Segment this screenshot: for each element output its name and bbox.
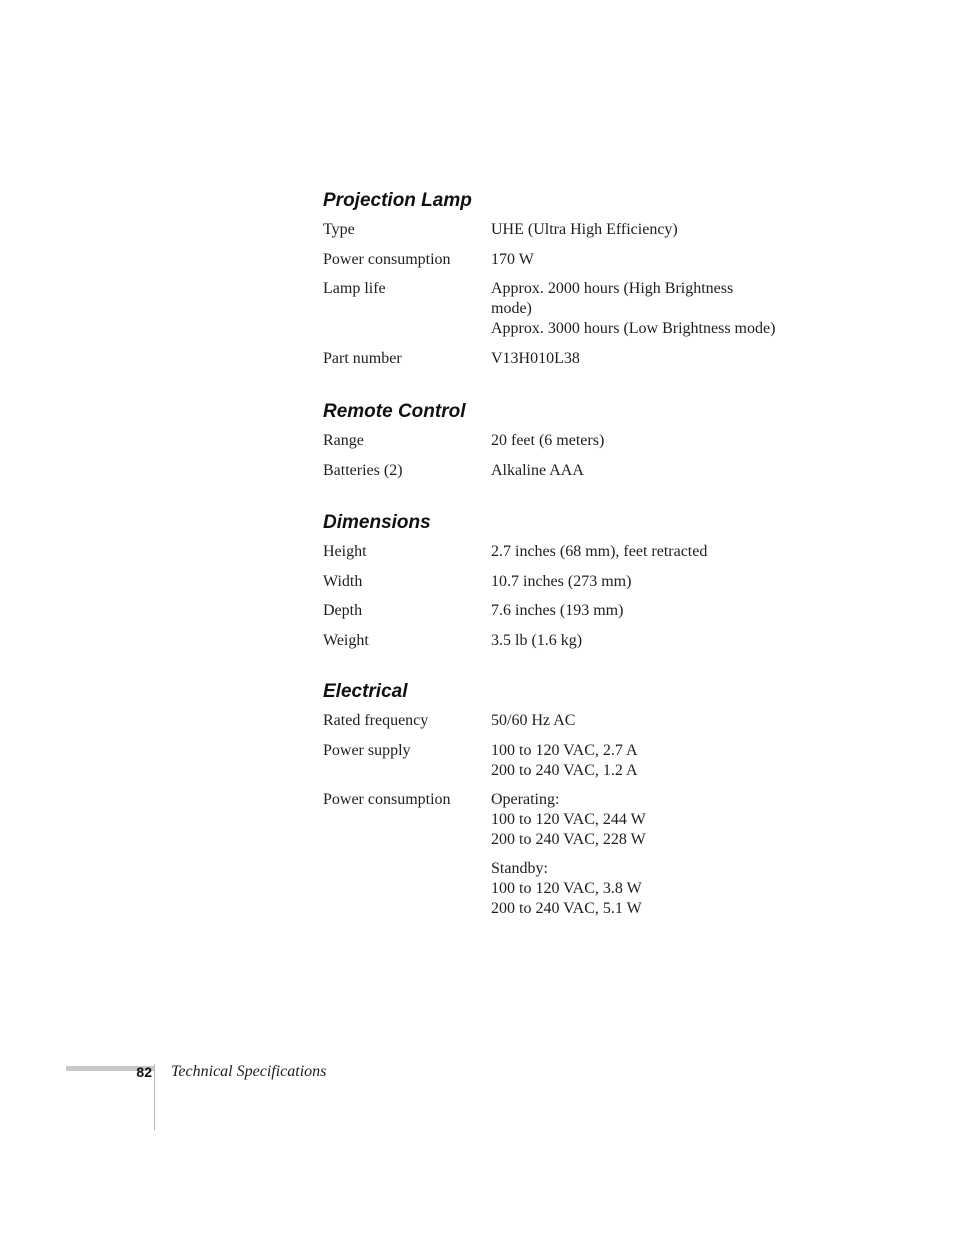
spec-value xyxy=(491,711,791,731)
spec-value xyxy=(491,601,791,621)
spec-row xyxy=(323,461,803,481)
spec-value xyxy=(491,631,791,651)
spec-value-group xyxy=(491,542,791,562)
spec-value-line: 2.7 inches (68 mm), feet retracted xyxy=(491,543,708,560)
spec-value-line: Operating: xyxy=(491,791,560,809)
section-projection-lamp xyxy=(323,190,803,378)
spec-value-line: 200 to 240 VAC, 228 W xyxy=(491,831,646,849)
running-title: Technical Specifications xyxy=(171,1063,327,1080)
section-electrical xyxy=(323,681,803,929)
spec-value-line: 100 to 120 VAC, 3.8 W xyxy=(491,880,642,898)
spec-row xyxy=(323,349,803,369)
spec-value-line: UHE (Ultra High Efficiency) xyxy=(491,221,678,238)
spec-rows xyxy=(323,220,803,369)
spec-row xyxy=(323,572,803,592)
spec-value-group xyxy=(491,741,791,781)
spec-rows xyxy=(323,542,803,651)
spec-label: Power consumption xyxy=(323,791,451,809)
spec-row xyxy=(323,250,803,270)
spec-value-group xyxy=(491,220,791,240)
spec-value xyxy=(491,431,791,451)
spec-value-group xyxy=(491,790,791,850)
spec-value-group xyxy=(491,711,791,731)
spec-value xyxy=(491,250,791,270)
spec-value-group xyxy=(491,431,791,451)
spec-value-line: Standby: xyxy=(491,860,548,878)
section-heading: Projection Lamp xyxy=(323,190,472,211)
spec-label: Range xyxy=(323,432,364,449)
spec-value-group xyxy=(491,349,791,369)
spec-value-line: 20 feet (6 meters) xyxy=(491,432,605,449)
spec-label: Part number xyxy=(323,349,402,367)
spec-value-line: 50/60 Hz AC xyxy=(491,712,576,729)
page-number: 82 xyxy=(136,1064,152,1080)
section-dimensions xyxy=(323,512,803,660)
spec-value xyxy=(491,220,791,240)
spec-value-line: 200 to 240 VAC, 1.2 A xyxy=(491,761,638,779)
spec-rows xyxy=(323,431,803,481)
spec-value-line: 3.5 lb (1.6 kg) xyxy=(491,631,583,649)
spec-label: Power consumption xyxy=(323,250,451,268)
spec-row xyxy=(323,542,803,562)
spec-row xyxy=(323,431,803,451)
spec-value xyxy=(491,279,791,339)
spec-label: Depth xyxy=(323,602,363,620)
spec-label: Lamp life xyxy=(323,280,386,298)
spec-value xyxy=(491,349,791,369)
section-remote-control xyxy=(323,401,803,490)
spec-value-group xyxy=(491,250,791,270)
spec-label: Height xyxy=(323,543,367,560)
spec-value-group xyxy=(491,461,791,481)
spec-value-line: 200 to 240 VAC, 5.1 W xyxy=(491,900,642,918)
spec-value xyxy=(491,572,791,592)
section-heading: Electrical xyxy=(323,681,408,702)
section-heading: Remote Control xyxy=(323,401,466,422)
spec-value-line: 100 to 120 VAC, 244 W xyxy=(491,811,646,829)
spec-value-line: Approx. 2000 hours (High Brightness xyxy=(491,280,734,298)
spec-row xyxy=(323,631,803,651)
spec-label: Type xyxy=(323,221,355,238)
spec-label: Power supply xyxy=(323,741,411,759)
spec-value-group xyxy=(491,572,791,592)
spec-value-line: Alkaline AAA xyxy=(491,461,584,479)
footer-divider xyxy=(154,1064,155,1130)
spec-value xyxy=(491,741,791,781)
spec-label: Width xyxy=(323,572,363,590)
section-heading: Dimensions xyxy=(323,512,431,533)
spec-value-line: V13H010L38 xyxy=(491,349,580,367)
spec-row xyxy=(323,790,803,919)
spec-value-group xyxy=(491,631,791,651)
spec-value-line: Approx. 3000 hours (Low Brightness mode) xyxy=(491,320,776,338)
spec-value-line: 100 to 120 VAC, 2.7 A xyxy=(491,741,638,759)
spec-value xyxy=(491,542,791,562)
spec-value xyxy=(491,461,791,481)
spec-label: Weight xyxy=(323,631,369,649)
spec-value-group xyxy=(491,859,791,919)
spec-value xyxy=(491,790,791,919)
spec-rows xyxy=(323,711,803,919)
spec-row xyxy=(323,220,803,240)
spec-label: Batteries (2) xyxy=(323,461,403,479)
spec-label: Rated frequency xyxy=(323,712,429,729)
spec-row xyxy=(323,741,803,781)
spec-value-line: mode) xyxy=(491,300,532,318)
spec-value-line: 10.7 inches (273 mm) xyxy=(491,572,632,590)
spec-value-line: 170 W xyxy=(491,250,534,268)
spec-row xyxy=(323,711,803,731)
spec-row xyxy=(323,279,803,339)
spec-value-group xyxy=(491,601,791,621)
spec-value-group xyxy=(491,279,791,339)
spec-value-line: 7.6 inches (193 mm) xyxy=(491,602,624,620)
spec-row xyxy=(323,601,803,621)
